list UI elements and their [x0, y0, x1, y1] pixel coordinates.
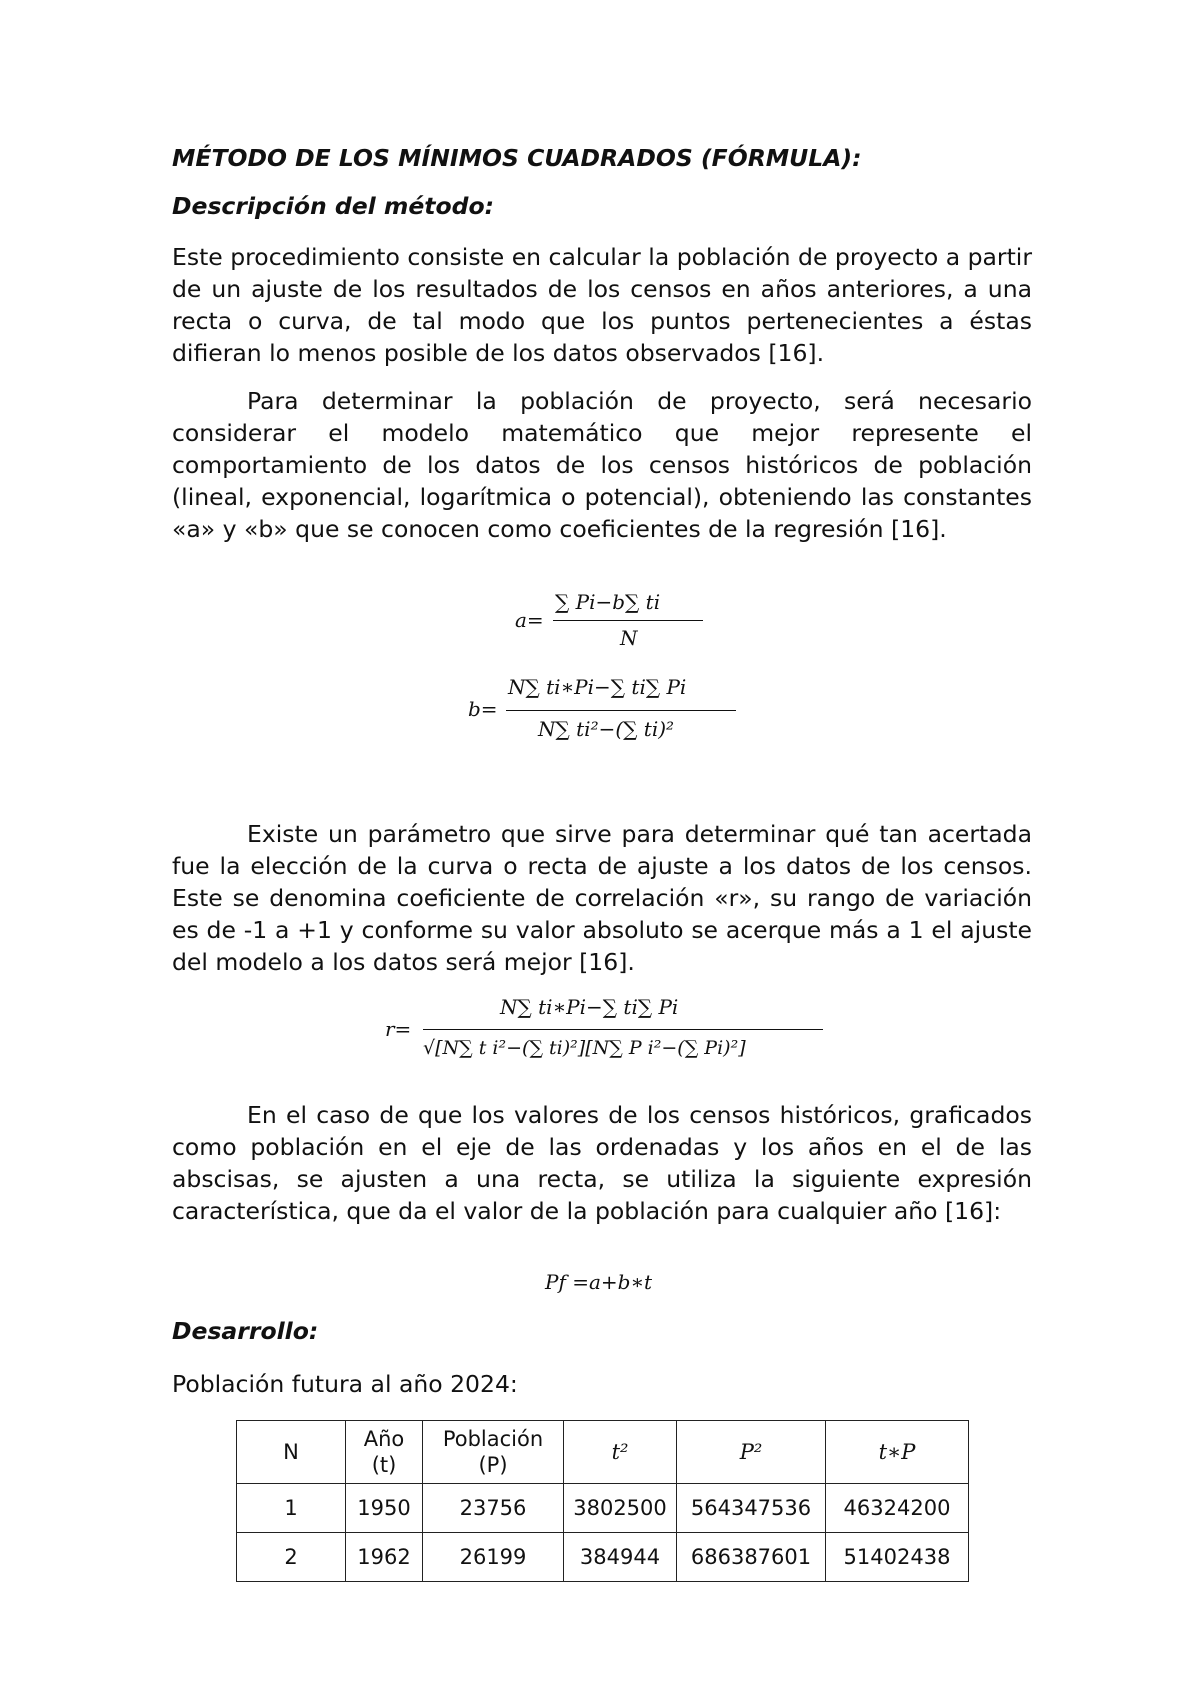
cell-n: 2	[237, 1533, 346, 1582]
table-row	[237, 1484, 969, 1533]
formula-a-lhs: a=	[515, 608, 544, 632]
formula-a-denominator: N	[620, 626, 638, 650]
cell-t-times-p: 46324200	[826, 1484, 969, 1533]
formula-b-denominator: N∑ ti²−(∑ ti)²	[538, 717, 675, 741]
header-p-squared: P²	[677, 1421, 826, 1484]
description-heading: Descripción del método:	[172, 192, 495, 220]
formula-pf-text: Pf =a+b∗t	[545, 1270, 653, 1294]
future-population-label: Población futura al año 2024:	[172, 1370, 518, 1398]
cell-p-squared: 686387601	[677, 1533, 826, 1582]
header-population: Población (P)	[423, 1421, 564, 1484]
cell-t-times-p: 51402438	[826, 1533, 969, 1582]
cell-year: 1962	[346, 1533, 423, 1582]
table-header-row	[237, 1421, 969, 1484]
formula-r-fraction-bar	[423, 1029, 823, 1030]
formula-b	[468, 675, 768, 755]
cell-population: 23756	[423, 1484, 564, 1533]
formula-b-lhs: b=	[468, 697, 498, 721]
cell-t-squared: 384944	[564, 1533, 677, 1582]
formula-a-numerator: ∑ Pi−b∑ ti	[555, 590, 661, 614]
header-t-times-p: t∗P	[826, 1421, 969, 1484]
formula-b-fraction-bar	[506, 710, 736, 711]
formula-r	[385, 995, 835, 1075]
paragraph-linear-fit: En el caso de que los valores de los censos históricos, graficados como población en el eje de las ordenadas y los años en el de las abscisas, se ajusten a una recta, se utiliza la siguiente expresión característica, que da el valor de la población para cualquier año [16]:	[172, 1101, 1032, 1225]
paragraph-intro: Este procedimiento consiste en calcular la población de proyecto a partir de un ajuste de los resultados de los censos en años anteriores, a una recta o curva, de tal modo que los puntos pertenecientes a éstas difieran lo menos posible de los datos observados [16].	[172, 243, 1032, 367]
cell-p-squared: 564347536	[677, 1484, 826, 1533]
formula-r-denominator: √[N∑ t i²−(∑ ti)²][N∑ P i²−(∑ Pi)²]	[423, 1037, 746, 1059]
document-title: MÉTODO DE LOS MÍNIMOS CUADRADOS (FÓRMULA):	[172, 144, 862, 172]
development-heading: Desarrollo:	[172, 1317, 319, 1345]
paragraph-correlation: Existe un parámetro que sirve para determinar qué tan acertada fue la elección de la curva o recta de ajuste a los datos de los censos. Este se denomina coeficiente de correlación «r», su rango de variación es de -1 a +1 y conforme su valor absoluto se acerque más a 1 el ajuste del modelo a los datos será mejor [16].	[172, 820, 1032, 976]
cell-year: 1950	[346, 1484, 423, 1533]
formula-a	[515, 590, 715, 660]
paragraph-model: Para determinar la población de proyecto, será necesario considerar el modelo matemático que mejor represente el comportamiento de los datos de los censos históricos de población (lineal, exponencial, logarítmica o potencial), obteniendo las constantes «a» y «b» que se conocen como coeficientes de la regresión [16].	[172, 387, 1032, 543]
formula-r-numerator: N∑ ti∗Pi−∑ ti∑ Pi	[500, 995, 679, 1019]
formula-pf	[545, 1270, 745, 1300]
census-table	[236, 1420, 969, 1582]
header-year: Año (t)	[346, 1421, 423, 1484]
table-row	[237, 1533, 969, 1582]
formula-r-lhs: r=	[385, 1017, 412, 1041]
header-t-squared: t²	[564, 1421, 677, 1484]
header-n: N	[237, 1421, 346, 1484]
cell-population: 26199	[423, 1533, 564, 1582]
cell-t-squared: 3802500	[564, 1484, 677, 1533]
cell-n: 1	[237, 1484, 346, 1533]
formula-b-numerator: N∑ ti∗Pi−∑ ti∑ Pi	[508, 675, 687, 699]
formula-a-fraction-bar	[553, 620, 703, 621]
